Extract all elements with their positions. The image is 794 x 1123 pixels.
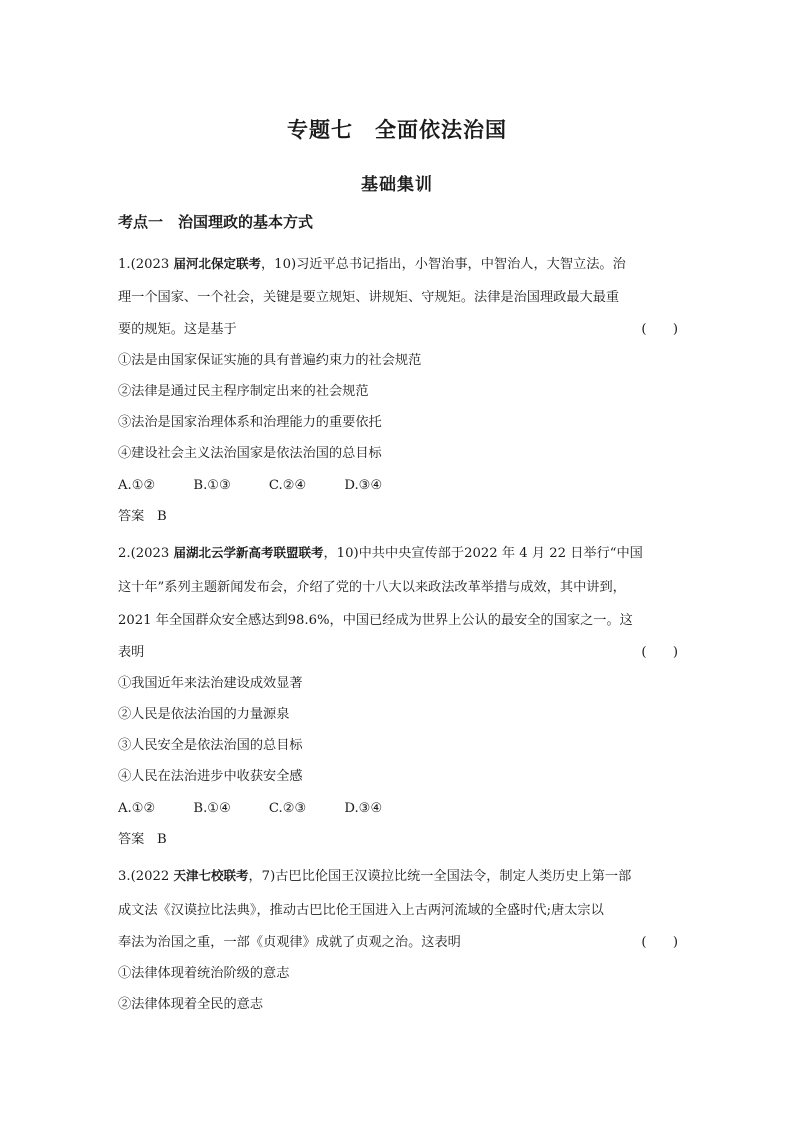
question-3-option-1: ①法律体现着统治阶级的意志 <box>118 966 290 981</box>
page-title: 专题七 全面依法治国 <box>287 118 507 142</box>
question-2-stem: 中共中央宣传部于2022 年 4 月 22 日举行“中国 <box>358 546 643 561</box>
question-2-choices <box>118 799 678 819</box>
page-subtitle: 基础集训 <box>361 175 433 195</box>
question-3-line-3 <box>118 933 678 953</box>
question-1-choice-d: D.③④ <box>344 478 383 493</box>
question-2-answer <box>118 830 678 850</box>
question-2-line-3: 2021 年全国群众安全感达到98.6%，中国已经成为世界上公认的最安全的国家之一。这 <box>118 613 633 628</box>
question-2-line-1 <box>118 543 678 564</box>
question-2-option-4: ④人民在法治进步中收获安全感 <box>118 769 303 784</box>
question-3-number: 3.(2022 <box>118 869 174 884</box>
question-1-stem: 习近平总书记指出，小智治事，中智治人，大智立法。治 <box>296 257 626 272</box>
question-3-stem: 古巴比伦国王汉谟拉比统一全国法令，制定人类历史上第一部 <box>275 869 632 884</box>
question-2-answer-value: B <box>156 832 167 847</box>
question-2-stem-end: 表明 <box>118 645 145 660</box>
question-1-option-1: ①法是由国家保证实施的具有普遍约束力的社会规范 <box>118 353 422 368</box>
section-heading: 考点一 治国理政的基本方式 <box>118 213 314 231</box>
question-1-answer-value: B <box>156 509 167 524</box>
question-2-number: 2.(2023 <box>118 546 174 561</box>
question-3-stem-end: 奉法为治国之重，一部《贞观律》成就了贞观之治。这表明 <box>118 935 461 950</box>
question-2-option-1: ①我国近年来法治建设成效显著 <box>118 676 303 691</box>
question-3-score: ，7) <box>248 869 276 884</box>
question-2-choice-d: D.③④ <box>344 801 383 816</box>
question-1-choices <box>118 476 678 496</box>
question-2-option-3: ③人民安全是依法治国的总目标 <box>118 738 303 753</box>
question-2-option-2: ②人民是依法治国的力量源泉 <box>118 707 290 722</box>
question-1-score: ，10) <box>261 257 297 272</box>
question-1-source: 届河北保定联考 <box>173 256 261 271</box>
question-1-number: 1.(2023 <box>118 257 174 272</box>
question-1-choice-b: B.①③ <box>193 478 231 493</box>
question-2-score: ，10) <box>323 546 359 561</box>
question-2-choice-a: A.①② <box>118 801 156 816</box>
question-3-source: 天津七校联考 <box>173 868 249 883</box>
question-3-answer-bracket: ( ) <box>641 935 678 950</box>
question-1-choice-a: A.①② <box>118 478 156 493</box>
question-1-stem-end: 要的规矩。这是基于 <box>118 322 237 337</box>
question-1-line-1 <box>118 254 678 275</box>
question-1-line-2: 理一个国家、一个社会，关键是要立规矩、讲规矩、守规矩。法律是治国理政最大最重 <box>118 290 620 305</box>
question-2-choice-b: B.①④ <box>193 801 231 816</box>
question-3-option-2: ②法律体现着全民的意志 <box>118 997 264 1012</box>
question-1-option-3: ③法治是国家治理体系和治理能力的重要依托 <box>118 415 382 430</box>
question-1-answer <box>118 507 678 527</box>
question-3-line-2: 成文法《汉谟拉比法典》，推动古巴比伦王国进入上古两河流域的全盛时代;唐太宗以 <box>118 903 604 918</box>
question-2-choice-c: C.②③ <box>268 801 307 816</box>
question-2-line-2: 这十年”系列主题新闻发布会，介绍了党的十八大以来政法改革举措与成效，其中讲到， <box>118 580 626 595</box>
question-2-answer-bracket: ( ) <box>641 645 678 660</box>
question-1-answer-bracket: ( ) <box>641 322 678 337</box>
question-2-source: 届湖北云学新高考联盟联考 <box>173 545 324 560</box>
question-1-option-4: ④建设社会主义法治国家是依法治国的总目标 <box>118 446 382 461</box>
question-1-option-2: ②法律是通过民主程序制定出来的社会规范 <box>118 384 369 399</box>
question-1-line-3 <box>118 320 678 340</box>
question-3-line-1 <box>118 866 678 887</box>
answer-label: 答案 <box>118 509 145 524</box>
question-1-choice-c: C.②④ <box>268 478 307 493</box>
question-2-line-4 <box>118 643 678 663</box>
answer-label: 答案 <box>118 832 145 847</box>
